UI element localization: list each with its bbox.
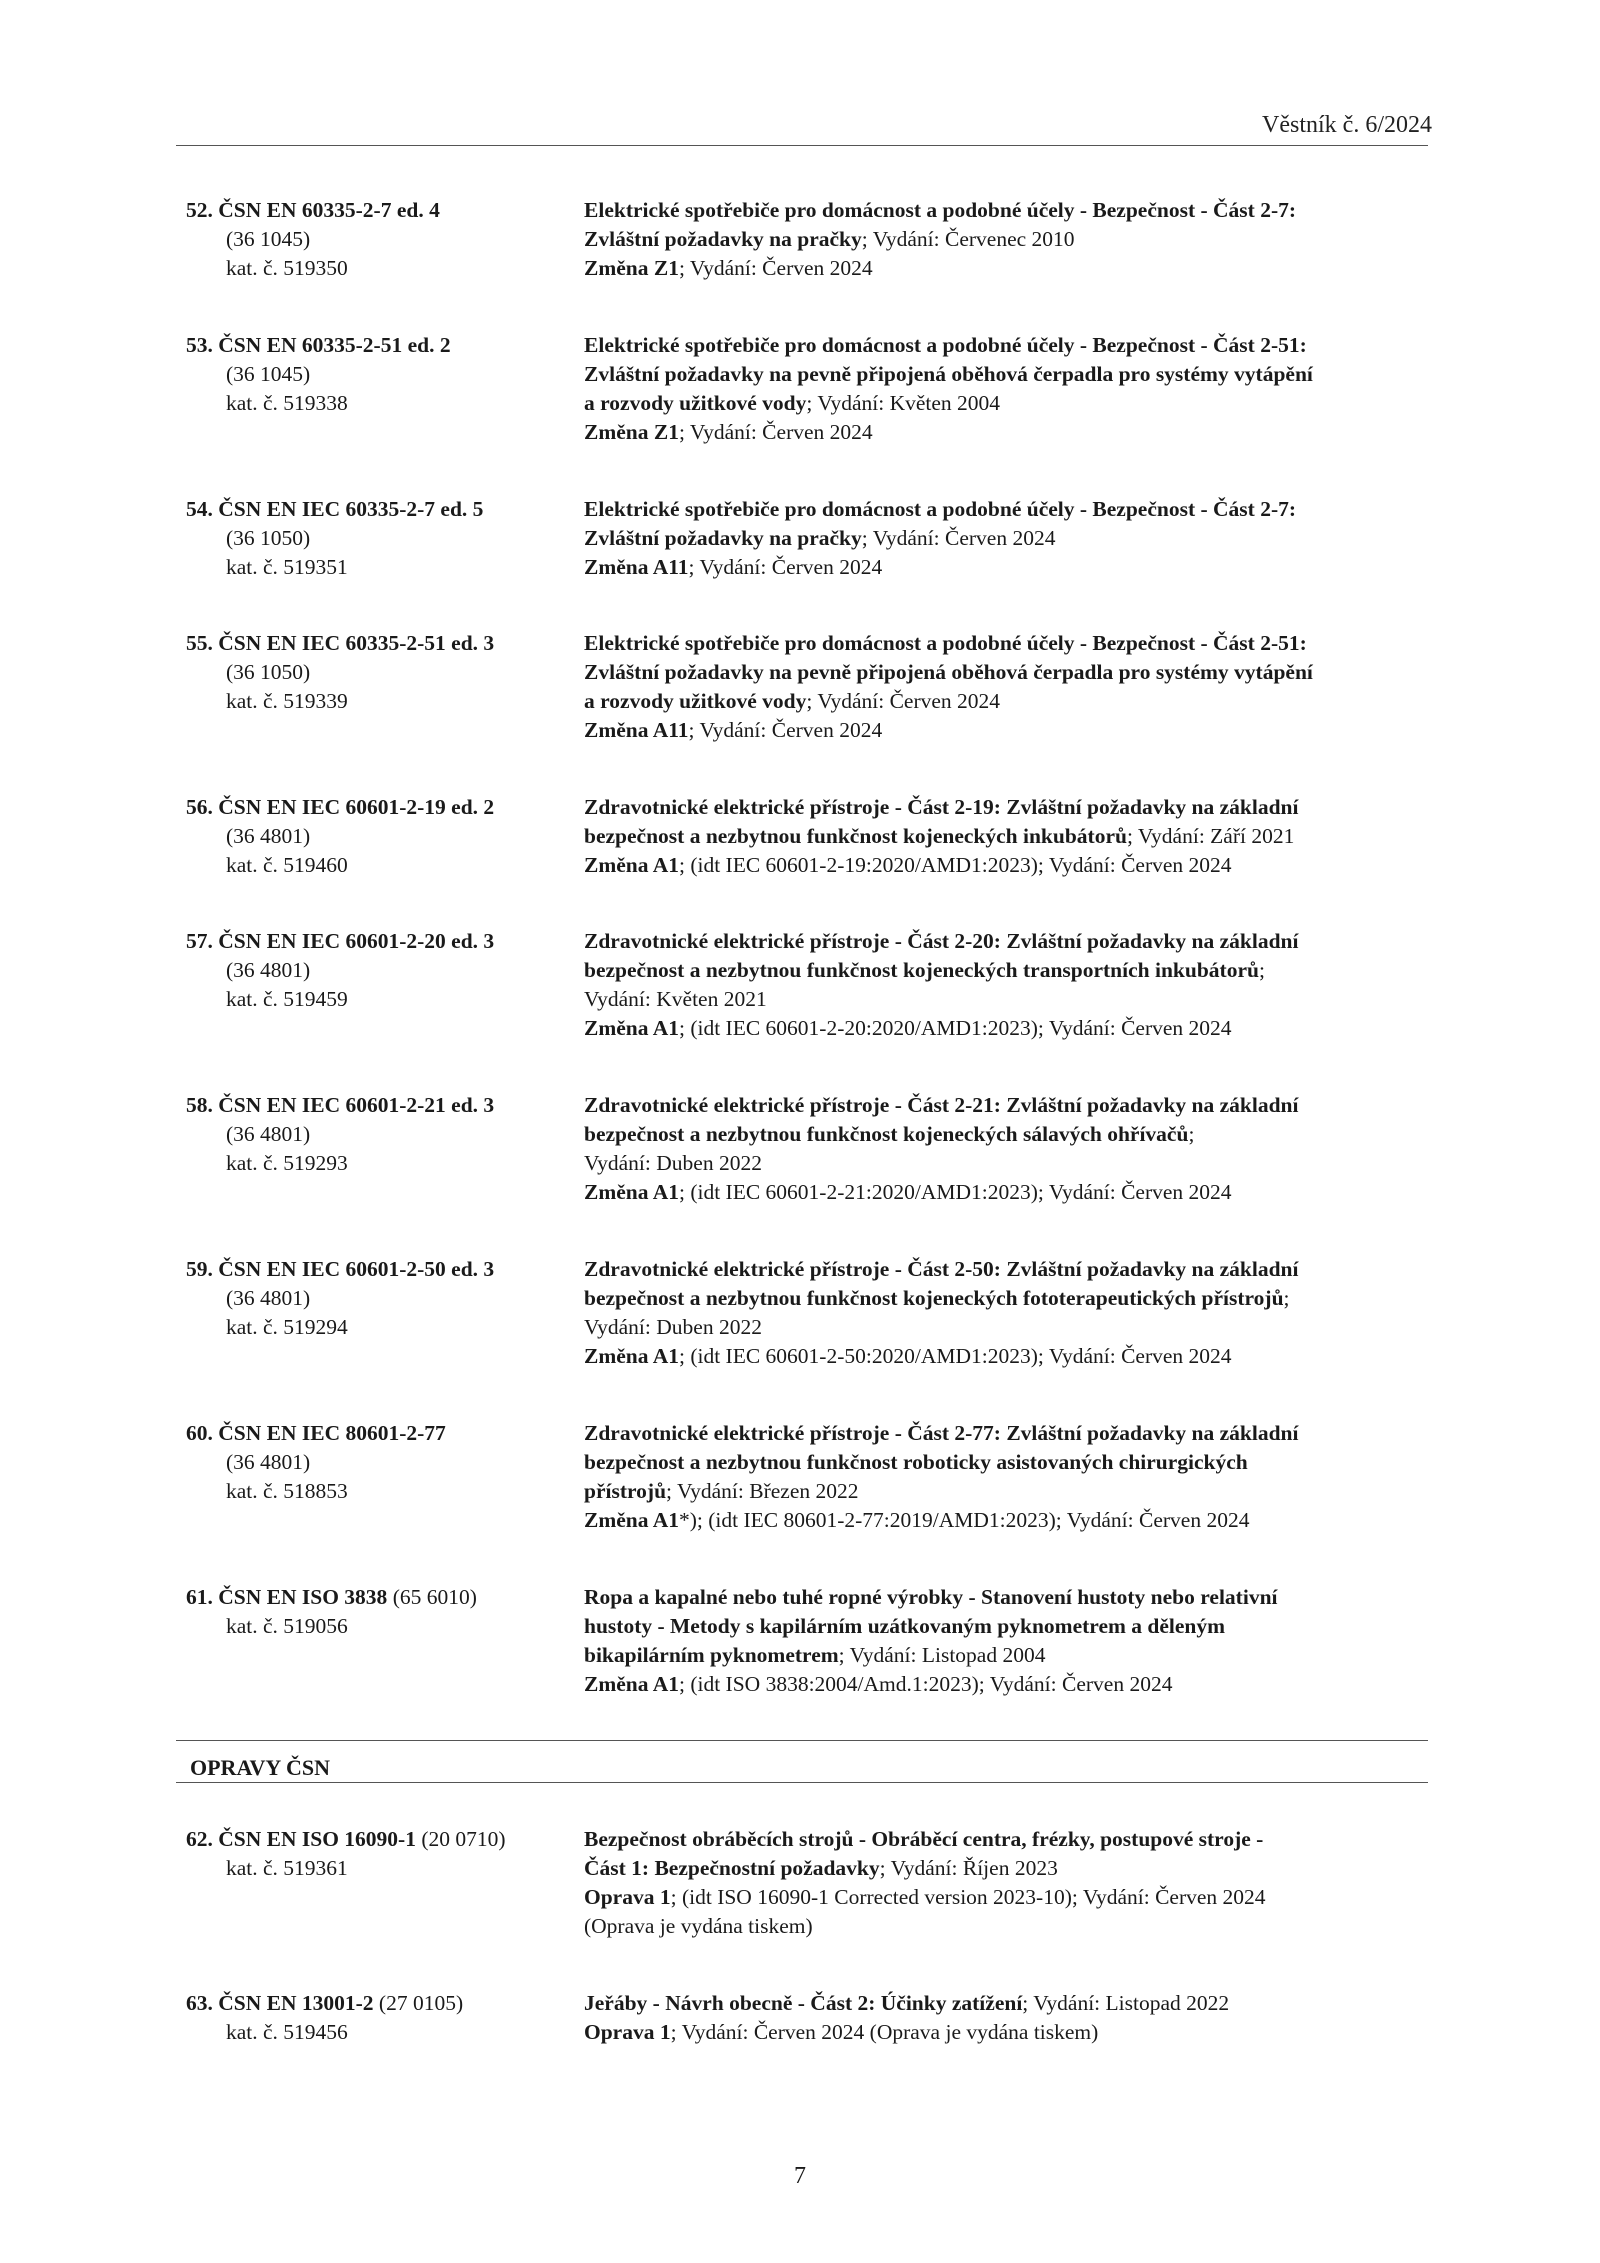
entry-identifier — [186, 1825, 576, 1883]
entry-class-code: (36 1050) — [226, 526, 311, 550]
entry-description — [584, 1989, 1424, 2047]
description-line: Oprava 1; (idt ISO 16090-1 Corrected version 2023-10); Vydání: Červen 2024 — [584, 1885, 1266, 1909]
entry-number: 58. ČSN EN IEC 60601-2-21 ed. 3 — [186, 1093, 495, 1117]
entry-class-code: (36 4801) — [226, 958, 311, 982]
entry-number: 56. ČSN EN IEC 60601-2-19 ed. 2 — [186, 795, 495, 819]
description-line: Zdravotnické elektrické přístroje - Část 2-50: Zvláštní požadavky na základní — [584, 1257, 1299, 1281]
entry-number: 57. ČSN EN IEC 60601-2-20 ed. 3 — [186, 929, 495, 953]
entry-number: 54. ČSN EN IEC 60335-2-7 ed. 5 — [186, 497, 484, 521]
entry-class-code: (36 4801) — [226, 1122, 311, 1146]
entry-catalog-number: kat. č. 519351 — [226, 555, 348, 579]
entry-description — [584, 927, 1424, 1043]
section-rule-top — [176, 1740, 1428, 1741]
entry-catalog-number: kat. č. 519294 — [226, 1315, 348, 1339]
entry-description — [584, 1825, 1424, 1941]
description-line: bezpečnost a nezbytnou funkčnost kojeneckých sálavých ohřívačů; — [584, 1122, 1195, 1146]
entry-catalog-number: kat. č. 518853 — [226, 1479, 348, 1503]
entry-catalog-number: kat. č. 519361 — [226, 1856, 348, 1880]
entry-description — [584, 1255, 1424, 1371]
description-line: Zvláštní požadavky na pevně připojená oběhová čerpadla pro systémy vytápění — [584, 660, 1313, 684]
entry-description — [584, 1419, 1424, 1535]
description-line: bikapilárním pyknometrem; Vydání: Listopad 2004 — [584, 1643, 1046, 1667]
entry-class-code: (36 1045) — [226, 362, 311, 386]
entry-catalog-number: kat. č. 519338 — [226, 391, 348, 415]
description-line: (Oprava je vydána tiskem) — [584, 1914, 813, 1938]
page-number: 7 — [794, 2163, 806, 2189]
entry-catalog-number: kat. č. 519460 — [226, 853, 348, 877]
description-line: Zdravotnické elektrické přístroje - Část 2-19: Zvláštní požadavky na základní — [584, 795, 1299, 819]
description-line: Změna Z1; Vydání: Červen 2024 — [584, 256, 873, 280]
entry-catalog-number: kat. č. 519056 — [226, 1614, 348, 1638]
description-line: Změna A1; (idt IEC 60601-2-50:2020/AMD1:2023); Vydání: Červen 2024 — [584, 1344, 1232, 1368]
description-line: Zvláštní požadavky na pračky; Vydání: Červen 2024 — [584, 526, 1056, 550]
description-line: Změna A1; (idt ISO 3838:2004/Amd.1:2023); Vydání: Červen 2024 — [584, 1672, 1173, 1696]
description-line: Změna A1; (idt IEC 60601-2-21:2020/AMD1:2023); Vydání: Červen 2024 — [584, 1180, 1232, 1204]
description-line: bezpečnost a nezbytnou funkčnost kojeneckých transportních inkubátorů; — [584, 958, 1265, 982]
entry-number: 55. ČSN EN IEC 60335-2-51 ed. 3 — [186, 631, 495, 655]
description-line: bezpečnost a nezbytnou funkčnost kojeneckých inkubátorů; Vydání: Září 2021 — [584, 824, 1295, 848]
entry-number: 63. ČSN EN 13001-2 (27 0105) — [186, 1991, 464, 2015]
description-line: přístrojů; Vydání: Březen 2022 — [584, 1479, 859, 1503]
entry-class-code: (36 4801) — [226, 824, 311, 848]
entry-identifier — [186, 1091, 576, 1178]
entry-catalog-number: kat. č. 519350 — [226, 256, 348, 280]
header-rule — [176, 145, 1428, 146]
description-line: Vydání: Duben 2022 — [584, 1315, 762, 1339]
description-line: Jeřáby - Návrh obecně - Část 2: Účinky zatížení; Vydání: Listopad 2022 — [584, 1991, 1230, 2015]
entry-identifier — [186, 495, 576, 582]
entry-catalog-number: kat. č. 519456 — [226, 2020, 348, 2044]
entry-identifier — [186, 1419, 576, 1506]
entry-identifier — [186, 1255, 576, 1342]
description-line: Vydání: Květen 2021 — [584, 987, 767, 1011]
description-line: Změna A1; (idt IEC 60601-2-19:2020/AMD1:2023); Vydání: Červen 2024 — [584, 853, 1232, 877]
entry-class-code: (36 1045) — [226, 227, 311, 251]
entry-identifier — [186, 331, 576, 418]
description-line: Změna A11; Vydání: Červen 2024 — [584, 718, 883, 742]
entry-description — [584, 196, 1424, 283]
description-line: a rozvody užitkové vody; Vydání: Červen 2024 — [584, 689, 1001, 713]
description-line: Zdravotnické elektrické přístroje - Část 2-20: Zvláštní požadavky na základní — [584, 929, 1299, 953]
description-line: Zvláštní požadavky na pevně připojená oběhová čerpadla pro systémy vytápění — [584, 362, 1313, 386]
entry-identifier — [186, 196, 576, 283]
entry-number: 59. ČSN EN IEC 60601-2-50 ed. 3 — [186, 1257, 495, 1281]
entry-description — [584, 495, 1424, 582]
description-line: a rozvody užitkové vody; Vydání: Květen 2004 — [584, 391, 1001, 415]
entry-number: 52. ČSN EN 60335-2-7 ed. 4 — [186, 198, 440, 222]
description-line: bezpečnost a nezbytnou funkčnost roboticky asistovaných chirurgických — [584, 1450, 1248, 1474]
entry-description — [584, 1583, 1424, 1699]
description-line: Ropa a kapalné nebo tuhé ropné výrobky - Stanovení hustoty nebo relativní — [584, 1585, 1278, 1609]
description-line: Oprava 1; Vydání: Červen 2024 (Oprava je vydána tiskem) — [584, 2020, 1099, 2044]
description-line: bezpečnost a nezbytnou funkčnost kojeneckých fototerapeutických přístrojů; — [584, 1286, 1290, 1310]
entry-number: 62. ČSN EN ISO 16090-1 (20 0710) — [186, 1827, 506, 1851]
entry-class-code: (36 4801) — [226, 1286, 311, 1310]
description-line: Vydání: Duben 2022 — [584, 1151, 762, 1175]
description-line: Změna Z1; Vydání: Červen 2024 — [584, 420, 873, 444]
entry-catalog-number: kat. č. 519293 — [226, 1151, 348, 1175]
entry-class-code: (36 1050) — [226, 660, 311, 684]
description-line: Část 1: Bezpečnostní požadavky; Vydání: Říjen 2023 — [584, 1856, 1058, 1880]
entry-description — [584, 793, 1424, 880]
entry-identifier — [186, 927, 576, 1014]
section-rule-bottom — [176, 1782, 1428, 1783]
description-line: Bezpečnost obráběcích strojů - Obráběcí centra, frézky, postupové stroje - — [584, 1827, 1264, 1851]
entry-class-code: (36 4801) — [226, 1450, 311, 1474]
entry-number: 61. ČSN EN ISO 3838 (65 6010) — [186, 1585, 477, 1609]
entry-identifier — [186, 1989, 576, 2047]
description-line: Elektrické spotřebiče pro domácnost a podobné účely - Bezpečnost - Část 2-51: — [584, 333, 1307, 357]
entry-description — [584, 331, 1424, 447]
entry-number: 60. ČSN EN IEC 80601-2-77 — [186, 1421, 446, 1445]
description-line: Zdravotnické elektrické přístroje - Část 2-21: Zvláštní požadavky na základní — [584, 1093, 1299, 1117]
description-line: Změna A1; (idt IEC 60601-2-20:2020/AMD1:2023); Vydání: Červen 2024 — [584, 1016, 1232, 1040]
description-line: Změna A11; Vydání: Červen 2024 — [584, 555, 883, 579]
description-line: Změna A1*); (idt IEC 80601-2-77:2019/AMD1:2023); Vydání: Červen 2024 — [584, 1508, 1250, 1532]
entry-identifier — [186, 793, 576, 880]
entry-catalog-number: kat. č. 519339 — [226, 689, 348, 713]
entry-identifier — [186, 1583, 576, 1641]
description-line: Elektrické spotřebiče pro domácnost a podobné účely - Bezpečnost - Část 2-7: — [584, 198, 1297, 222]
description-line: Elektrické spotřebiče pro domácnost a podobné účely - Bezpečnost - Část 2-51: — [584, 631, 1307, 655]
entry-catalog-number: kat. č. 519459 — [226, 987, 348, 1011]
entry-description — [584, 1091, 1424, 1207]
page-header-title: Věstník č. 6/2024 — [1262, 112, 1432, 138]
entry-identifier — [186, 629, 576, 716]
description-line: Zdravotnické elektrické přístroje - Část 2-77: Zvláštní požadavky na základní — [584, 1421, 1299, 1445]
description-line: Elektrické spotřebiče pro domácnost a podobné účely - Bezpečnost - Část 2-7: — [584, 497, 1297, 521]
description-line: Zvláštní požadavky na pračky; Vydání: Červenec 2010 — [584, 227, 1075, 251]
entry-number: 53. ČSN EN 60335-2-51 ed. 2 — [186, 333, 451, 357]
description-line: hustoty - Metody s kapilárním uzátkovaným pyknometrem a děleným — [584, 1614, 1226, 1638]
entry-description — [584, 629, 1424, 745]
section-title: OPRAVY ČSN — [190, 1755, 330, 1780]
